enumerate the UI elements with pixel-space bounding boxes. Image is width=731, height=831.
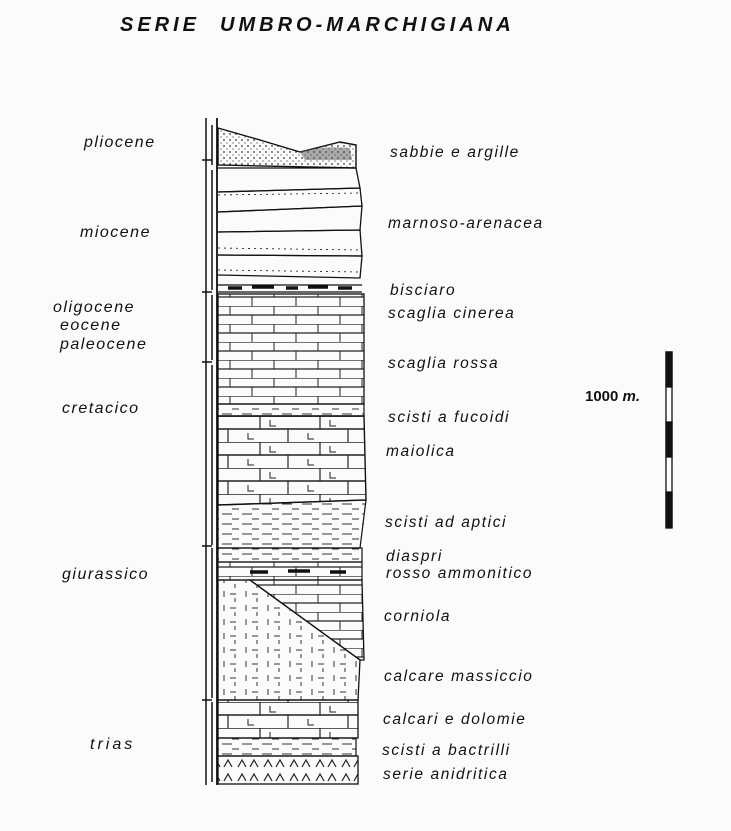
layer-serie-anidritica bbox=[218, 756, 358, 784]
layer-marnoso-arenacea bbox=[218, 168, 362, 278]
epoch-oligocene: oligocene bbox=[53, 299, 135, 316]
formation-bisciaro: bisciaro bbox=[390, 282, 457, 299]
layer-scisti-fucoidi bbox=[218, 404, 364, 416]
formation-maiolica: maiolica bbox=[386, 443, 456, 460]
layer-bisciaro bbox=[218, 285, 362, 292]
layer-diaspri bbox=[218, 548, 362, 562]
epoch-paleocene: paleocene bbox=[60, 336, 148, 353]
formation-scisti-ad-aptici: scisti ad aptici bbox=[385, 514, 508, 531]
scale-bar bbox=[666, 352, 672, 528]
epoch-trias: trias bbox=[90, 736, 136, 753]
formation-corniola: corniola bbox=[384, 608, 452, 625]
scale-bar-unit: m. bbox=[622, 388, 641, 405]
formation-calcari-e-dolomie: calcari e dolomie bbox=[383, 711, 527, 728]
pebble-lens bbox=[300, 147, 352, 160]
formation-scisti-a-fucoidi: scisti a fucoidi bbox=[388, 409, 511, 426]
layer-scaglia bbox=[218, 294, 364, 404]
formation-scaglia-cinerea: scaglia cinerea bbox=[388, 305, 516, 322]
scale-bar-value: 1000 bbox=[585, 388, 619, 405]
layer-maiolica bbox=[218, 416, 366, 505]
formation-sabbie-e-argille: sabbie e argille bbox=[390, 144, 520, 161]
formation-serie-anidritica: serie anidritica bbox=[383, 766, 509, 783]
epoch-eocene: eocene bbox=[60, 317, 122, 334]
title-word-serie: SERIE bbox=[120, 14, 201, 36]
epoch-giurassico: giurassico bbox=[62, 566, 150, 583]
formation-calcare-massiccio: calcare massiccio bbox=[384, 668, 534, 685]
formation-scaglia-rossa: scaglia rossa bbox=[388, 355, 500, 372]
formation-rosso-ammonitico: rosso ammonitico bbox=[386, 565, 534, 582]
layer-rosso-ammonitico bbox=[218, 562, 362, 580]
epoch-cretacico: cretacico bbox=[62, 400, 140, 417]
title-word-region: UMBRO-MARCHIGIANA bbox=[220, 14, 515, 36]
timeline-bracket bbox=[202, 118, 217, 785]
layer-calcari-dolomie bbox=[218, 700, 358, 738]
epoch-pliocene: pliocene bbox=[84, 134, 156, 151]
epoch-miocene: miocene bbox=[80, 224, 151, 241]
formation-diaspri: diaspri bbox=[386, 548, 443, 565]
layer-scisti-aptici bbox=[218, 500, 366, 548]
formation-marnoso-arenacea: marnoso-arenacea bbox=[388, 215, 544, 232]
layer-scisti-bactrilli bbox=[218, 738, 356, 756]
formation-scisti-a-bactrilli: scisti a bactrilli bbox=[382, 742, 511, 759]
